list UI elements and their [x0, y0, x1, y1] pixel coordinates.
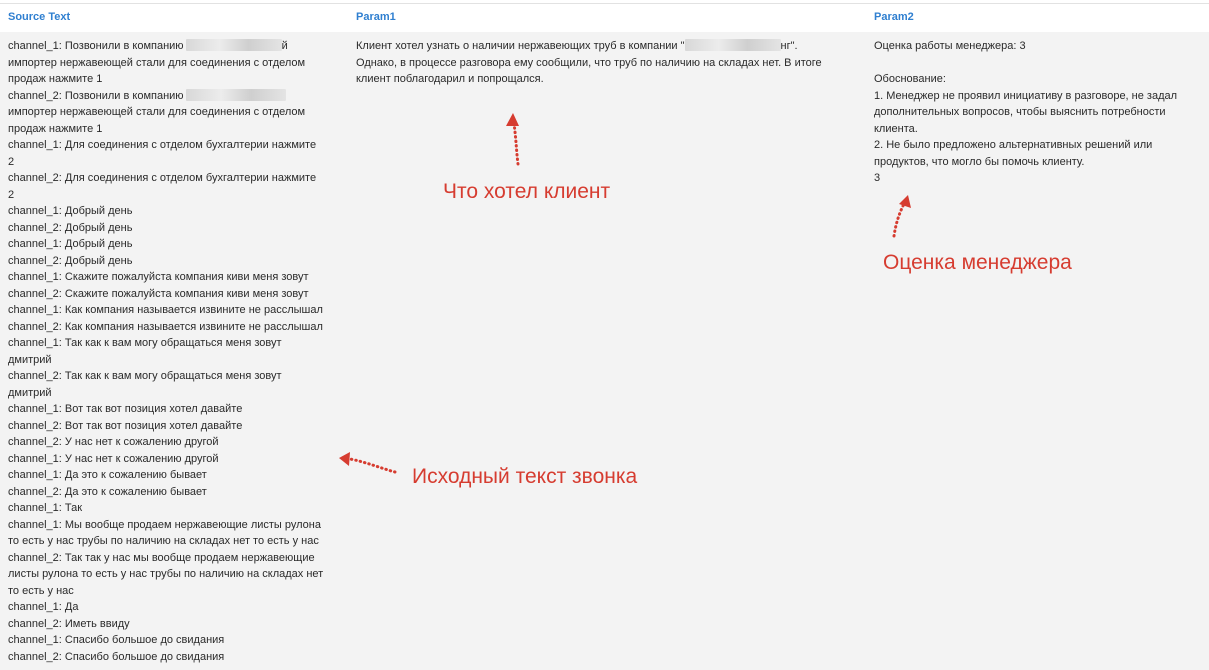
column-header-param2[interactable]: Param2 [874, 11, 914, 23]
redacted-company-name [685, 39, 781, 51]
source-text-line-text: импортер нержавеющей стали для соединения с отделом [8, 56, 306, 69]
param2-line: 1. Менеджер не проявил инициативу в разговоре, не задал [874, 89, 1178, 102]
source-text-line [8, 286, 348, 303]
source-text-line-text: продаж нажмите 1 [8, 73, 103, 85]
source-text-line [8, 583, 348, 600]
source-text-line-text: 2 [8, 188, 15, 201]
source-text-line [8, 269, 348, 286]
source-text-line [8, 154, 348, 171]
param2-line: клиента. [874, 122, 918, 135]
source-text-line [8, 385, 348, 402]
param2-line [874, 55, 1204, 72]
source-text-line-text: channel_2: Иметь ввиду [8, 617, 130, 630]
source-text-line [8, 434, 348, 451]
column-header-source-text[interactable]: Source Text [8, 11, 71, 23]
param1-line-1-end: нг". [780, 40, 798, 52]
source-text-line [8, 500, 348, 517]
source-text-line-text: channel_1: Спасибо большое до свидания [8, 634, 225, 646]
annotation-manager-score: Оценка менеджера [883, 251, 1072, 274]
source-text-line-text: channel_2: Позвонили в компанию [8, 89, 184, 102]
source-text-line-text: channel_1: Мы вообще продаем нержавеющие листы рулона [8, 518, 321, 531]
source-text-line-text: channel_1: Добрый день [8, 238, 133, 250]
source-text-line-text: то есть у нас трубы по наличию на складах нет то есть у нас [8, 535, 319, 547]
source-text-line [8, 71, 348, 88]
source-text-line [8, 335, 348, 352]
param1-line-3: клиент поблагодарил и попрощался. [356, 73, 544, 85]
source-text-line-suffix: й [281, 40, 288, 52]
source-text-line-text: 2 [8, 155, 15, 168]
annotation-what-client-wanted: Что хотел клиент [443, 180, 611, 203]
redacted-company-name [186, 89, 286, 101]
source-text-line [8, 236, 348, 253]
source-text-line-text: листы рулона то есть у нас трубы по наличию на складах нет [8, 568, 324, 580]
param2-line: продуктов, что могло бы помочь клиенту. [874, 155, 1085, 168]
source-text-line [8, 418, 348, 435]
source-text-line-text: channel_1: Для соединения с отделом бухгалтерии нажмите [8, 139, 317, 151]
source-text-line [8, 121, 348, 138]
source-text-line-text: channel_1: Так как к вам могу обращаться меня зовут [8, 337, 282, 349]
source-text-line [8, 187, 348, 204]
source-text-line-text: импортер нержавеющей стали для соединения с отделом [8, 106, 306, 118]
source-text-line-text: channel_2: Так так у нас мы вообще продаем нержавеющие [8, 551, 315, 564]
source-text-line [8, 649, 348, 666]
source-text-line-text: дмитрий [8, 353, 52, 366]
source-text-line-text: channel_2: Вот так вот позиция хотел давайте [8, 419, 243, 432]
source-text-line [8, 401, 348, 418]
redacted-company-name [186, 39, 282, 51]
source-text-line-text: channel_2: Как компания называется извините не расслышал [8, 320, 323, 333]
source-text-line-text: channel_1: Вот так вот позиция хотел давайте [8, 403, 243, 415]
source-text-line-text: channel_1: Добрый день [8, 205, 133, 217]
param2-line: дополнительных вопросов, чтобы выяснить потребности [874, 106, 1166, 118]
source-text-line-text: channel_1: Да это к сожалению бывает [8, 469, 207, 481]
source-text-line-text: channel_2: Спасибо большое до свидания [8, 650, 225, 663]
source-text-line [8, 467, 348, 484]
source-text-line [8, 88, 348, 105]
source-text-line [8, 616, 348, 633]
source-text-line [8, 55, 348, 72]
source-text-line [8, 253, 348, 270]
param1-line-1-start: Клиент хотел узнать о наличии нержавеющих труб в компании " [356, 40, 685, 52]
cell-source-text [8, 38, 348, 665]
column-header-param1[interactable]: Param1 [356, 11, 396, 23]
source-text-line-text: channel_1: Скажите пожалуйста компания киви меня зовут [8, 271, 309, 283]
source-text-line [8, 137, 348, 154]
source-text-line [8, 599, 348, 616]
source-text-line [8, 203, 348, 220]
source-text-line [8, 451, 348, 468]
source-text-line-text: продаж нажмите 1 [8, 122, 103, 135]
source-text-line-text: channel_1: Так [8, 502, 83, 514]
source-text-line-text: дмитрий [8, 386, 52, 399]
param2-line: 2. Не было предложено альтернативных решений или [874, 139, 1153, 151]
source-text-line [8, 170, 348, 187]
source-text-line-text: channel_2: Для соединения с отделом бухгалтерии нажмите [8, 172, 317, 184]
source-text-line [8, 484, 348, 501]
source-text-line [8, 533, 348, 550]
source-text-line-text: channel_1: Позвонили в компанию [8, 40, 184, 52]
annotation-source-text: Исходный текст звонка [412, 465, 638, 488]
source-text-line [8, 566, 348, 583]
source-text-line-text: channel_2: Да это к сожалению бывает [8, 485, 207, 498]
source-text-line [8, 550, 348, 567]
source-text-line [8, 368, 348, 385]
table-header-row [0, 3, 1209, 33]
source-text-line [8, 632, 348, 649]
param2-line: 3 [874, 172, 881, 184]
source-text-line-text: channel_1: У нас нет к сожалению другой [8, 452, 219, 465]
source-text-line-text: channel_1: Да [8, 601, 79, 613]
cell-param2 [874, 38, 1204, 187]
param2-line: Оценка работы менеджера: 3 [874, 40, 1026, 52]
source-text-line [8, 38, 348, 55]
source-text-line-text: channel_1: Как компания называется извините не расслышал [8, 304, 323, 316]
source-text-line [8, 302, 348, 319]
source-text-line-text: channel_2: У нас нет к сожалению другой [8, 436, 219, 448]
source-text-line-text: channel_2: Так как к вам могу обращаться меня зовут [8, 370, 282, 382]
source-text-line-text: channel_2: Скажите пожалуйста компания киви меня зовут [8, 287, 309, 300]
param1-line-2: Однако, в процессе разговора ему сообщили, что труб по наличию на складах нет. В итоге [356, 56, 822, 69]
source-text-line-text: channel_2: Добрый день [8, 221, 133, 234]
source-text-line-text: то есть у нас [8, 584, 74, 597]
source-text-line [8, 319, 348, 336]
cell-param1 [356, 38, 866, 88]
source-text-line-text: channel_2: Добрый день [8, 254, 133, 267]
source-text-line [8, 517, 348, 534]
param2-line: Обоснование: [874, 73, 946, 85]
source-text-line [8, 104, 348, 121]
source-text-line [8, 352, 348, 369]
source-text-line [8, 220, 348, 237]
